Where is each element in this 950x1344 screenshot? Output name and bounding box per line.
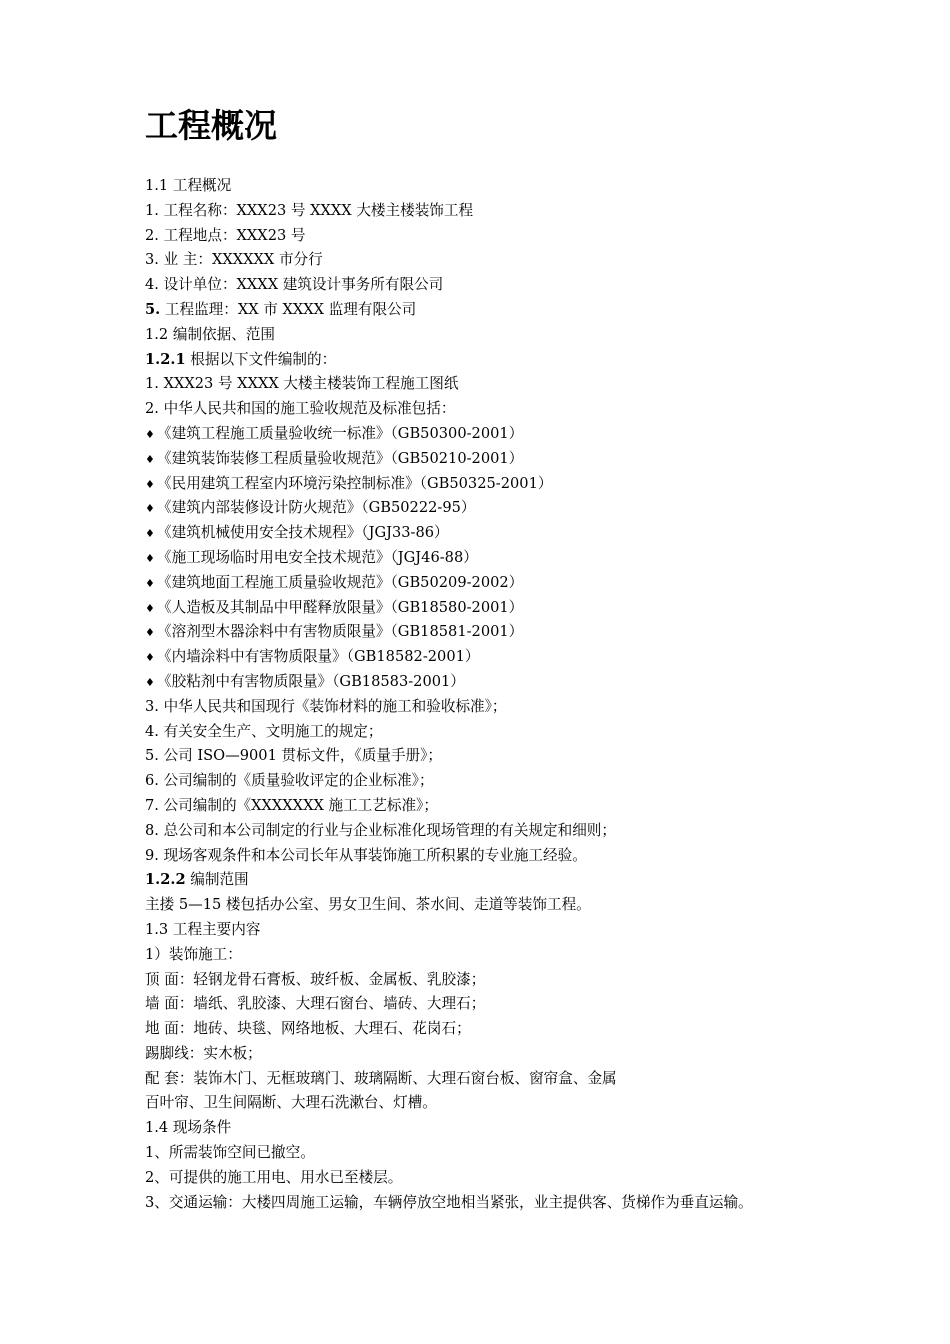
bullet-list-item — [145, 670, 845, 695]
diamond-bullet-icon: ♦ — [145, 452, 155, 466]
line-text: 1.2 编制依据、范围 — [145, 325, 276, 343]
bullet-list-item — [145, 496, 845, 521]
line-text: 《建筑内部装修设计防火规范》（GB50222-95） — [157, 499, 476, 517]
diamond-bullet-icon: ♦ — [145, 675, 155, 689]
line-text: 4. 设计单位：XXXX 建筑设计事务所有限公司 — [145, 276, 444, 294]
text-line — [145, 943, 845, 968]
bullet-list-item — [145, 645, 845, 670]
line-text: 3、交通运输：大楼四周施工运输，车辆停放空地相当紧张，业主提供客、货梯作为垂直运输。 — [145, 1193, 753, 1211]
line-text: 地 面：地砖、块毯、网络地板、大理石、花岗石； — [145, 1020, 471, 1038]
section-number: 1.2.2 — [145, 871, 186, 889]
diamond-bullet-icon: ♦ — [145, 477, 155, 491]
line-text: 编制范围 — [185, 871, 249, 889]
text-line — [145, 744, 845, 769]
line-text: 《民用建筑工程室内环境污染控制标准》（GB50325-2001） — [157, 474, 553, 492]
line-text: 主搂 5—15 楼包括办公室、男女卫生间、茶水间、走道等装饰工程。 — [145, 896, 591, 914]
text-line — [145, 893, 845, 918]
section-number: 5. — [145, 300, 161, 318]
line-text: 7. 公司编制的《XXXXXXX 施工工艺标准》； — [145, 796, 438, 814]
text-line — [145, 1141, 845, 1166]
diamond-bullet-icon: ♦ — [145, 601, 155, 615]
line-text: 2、可提供的施工用电、用水已至楼层。 — [145, 1168, 403, 1186]
line-text: 《内墙涂料中有害物质限量》（GB18582-2001） — [157, 648, 480, 666]
diamond-bullet-icon: ♦ — [145, 651, 155, 665]
text-line — [145, 819, 845, 844]
line-text: 1. XXX23 号 XXXX 大楼主楼装饰工程施工图纸 — [145, 375, 459, 393]
bullet-list-item — [145, 571, 845, 596]
line-text: 1. 工程名称：XXX23 号 XXXX 大楼主楼装饰工程 — [145, 201, 474, 219]
diamond-bullet-icon: ♦ — [145, 551, 155, 565]
line-text: 2. 中华人民共和国的施工验收规范及标准包括： — [145, 400, 456, 418]
text-line — [145, 769, 845, 794]
line-text: 5. 公司 ISO—9001 贯标文件，《质量手册》； — [145, 747, 443, 765]
text-line — [145, 1067, 845, 1092]
text-line — [145, 199, 845, 224]
bullet-list-item — [145, 521, 845, 546]
bullet-list-item — [145, 472, 845, 497]
line-text: 工程监理：XX 市 XXXX 监理有限公司 — [160, 300, 417, 318]
text-line — [145, 348, 845, 373]
line-text: 《人造板及其制品中甲醛释放限量》（GB18580-2001） — [157, 598, 524, 616]
text-line — [145, 1166, 845, 1191]
text-line — [145, 273, 845, 298]
line-text: 百叶帘、卫生间隔断、大理石洗漱台、灯槽。 — [145, 1094, 437, 1112]
text-line — [145, 174, 845, 199]
text-line — [145, 1042, 845, 1067]
line-text: 《施工现场临时用电安全技术规范》（JGJ46-88） — [157, 548, 478, 566]
text-line — [145, 323, 845, 348]
bullet-list-item — [145, 422, 845, 447]
line-text: 《建筑机械使用安全技术规程》（JGJ33-86） — [157, 524, 449, 542]
bullet-list-item — [145, 596, 845, 621]
line-text: 《建筑工程施工质量验收统一标准》（GB50300-2001） — [157, 424, 524, 442]
line-text: 墙 面：墙纸、乳胶漆、大理石窗台、墙砖、大理石； — [145, 995, 486, 1013]
line-text: 3. 中华人民共和国现行《装饰材料的施工和验收标准》； — [145, 697, 507, 715]
line-text: 2. 工程地点：XXX23 号 — [145, 226, 306, 244]
text-line — [145, 1116, 845, 1141]
line-text: 4. 有关安全生产、文明施工的规定； — [145, 722, 383, 740]
bullet-list-item — [145, 546, 845, 571]
text-line — [145, 1017, 845, 1042]
line-text: 顶 面：轻钢龙骨石膏板、玻纤板、金属板、乳胶漆； — [145, 970, 486, 988]
text-line — [145, 372, 845, 397]
line-text: 1.4 现场条件 — [145, 1119, 232, 1137]
text-line — [145, 1091, 845, 1116]
line-text: 3. 业 主：XXXXXX 市分行 — [145, 251, 323, 269]
text-line — [145, 1191, 845, 1216]
text-line — [145, 720, 845, 745]
line-text: 《建筑地面工程施工质量验收规范》（GB50209-2002） — [157, 573, 524, 591]
diamond-bullet-icon: ♦ — [145, 626, 155, 640]
line-text: 8. 总公司和本公司制定的行业与企业标准化现场管理的有关规定和细则； — [145, 821, 616, 839]
line-text: 《建筑装饰装修工程质量验收规范》（GB50210-2001） — [157, 449, 524, 467]
text-line — [145, 298, 845, 323]
document-title: 工程概况 — [145, 106, 277, 145]
line-text: 1.1 工程概况 — [145, 177, 232, 194]
text-line — [145, 992, 845, 1017]
line-text: 踢脚线：实木板； — [145, 1044, 262, 1062]
section-number: 1.2.1 — [145, 350, 186, 368]
line-text: 《溶剂型木器涂料中有害物质限量》（GB18581-2001） — [157, 623, 524, 641]
text-line — [145, 224, 845, 249]
line-text: 配 套：装饰木门、无框玻璃门、玻璃隔断、大理石窗台板、窗帘盒、金属 — [145, 1069, 617, 1087]
text-line — [145, 397, 845, 422]
text-line — [145, 968, 845, 993]
line-text: 1、所需装饰空间已撤空。 — [145, 1144, 315, 1162]
text-line — [145, 248, 845, 273]
line-text: 1.3 工程主要内容 — [145, 920, 261, 938]
bullet-list-item — [145, 447, 845, 472]
diamond-bullet-icon: ♦ — [145, 527, 155, 541]
line-text: 1）装饰施工： — [145, 945, 242, 963]
line-text: 6. 公司编制的《质量验收评定的企业标准》； — [145, 772, 434, 790]
text-line — [145, 868, 845, 893]
line-text: 9. 现场客观条件和本公司长年从事装饰施工所积累的专业施工经验。 — [145, 846, 587, 864]
line-text: 根据以下文件编制的： — [185, 350, 337, 368]
text-line — [145, 695, 845, 720]
bullet-list-item — [145, 620, 845, 645]
text-line — [145, 794, 845, 819]
document-body — [145, 174, 845, 1215]
text-line — [145, 844, 845, 869]
text-line — [145, 918, 845, 943]
diamond-bullet-icon: ♦ — [145, 502, 155, 516]
diamond-bullet-icon: ♦ — [145, 576, 155, 590]
diamond-bullet-icon: ♦ — [145, 427, 155, 441]
line-text: 《胶粘剂中有害物质限量》（GB18583-2001） — [157, 672, 465, 690]
